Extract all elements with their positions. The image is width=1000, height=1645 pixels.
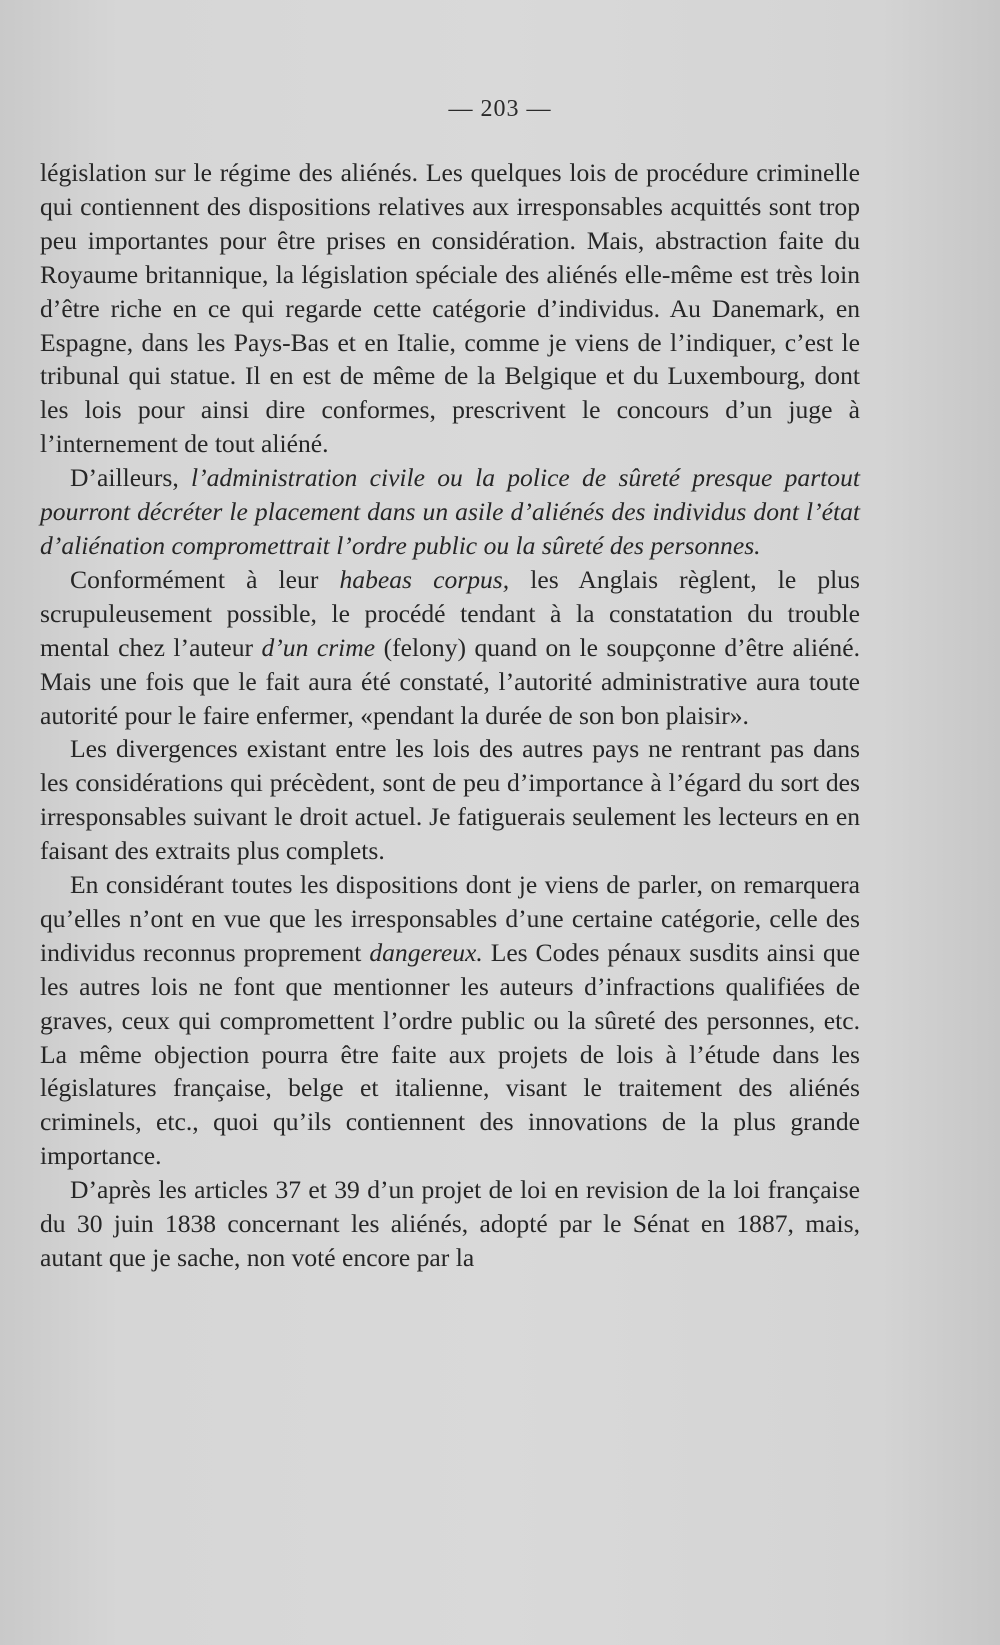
body-text xyxy=(40,156,860,1275)
text-run: les Anglais règlent, le plus scrupuleusement possible, le procédé tendant à la constatation du trouble mental chez l’auteur xyxy=(40,564,860,662)
text-run: législation sur le régime des aliénés. Les quelques lois de procédure criminelle qui contiennent des dispositions relatives aux irresponsables acquittés sont trop peu importantes pour être prises en considération. Mais, abstraction faite du Royaume britannique, la législation spéciale des aliénés elle-même est très loin d’être riche en ce qui regarde cette catégorie d’individus. Au Danemark, en Espagne, dans les Pays-Bas et en Italie, comme je viens de l’indiquer, c’est le tribunal qui statue. Il en est de même de la Belgique et du Luxembourg, dont les lois pour ainsi dire conformes, prescrivent le concours d’un juge à l’internement de tout aliéné. xyxy=(40,158,860,459)
paragraph xyxy=(40,1173,860,1275)
text-run: Conformément à leur xyxy=(70,564,340,594)
text-run: D’après les articles 37 et 39 d’un projet de loi en revision de la loi française du 30 juin 1838 concernant les aliénés, adopté par le Sénat en 1887, mais, autant que je sache, non voté encore par la xyxy=(40,1175,860,1272)
paragraph xyxy=(40,461,860,563)
text-run: D’ailleurs, xyxy=(70,463,191,493)
text-run: Les Codes pénaux susdits ainsi que les autres lois ne font que mentionner les auteurs d’infractions qualifiées de graves, ceux qui compromettent l’ordre public ou la sûreté des personnes, etc. La même objection pourra être faite aux projets de lois à l’étude dans les législatures française, belge et italienne, visant le traitement des aliénés criminels, etc., quoi qu’ils contiennent des innovations de la plus grande importance. xyxy=(40,937,860,1171)
paragraph xyxy=(40,732,860,868)
paragraph xyxy=(40,868,860,1173)
text-run: En considérant toutes les dispositions dont je viens de parler, on remarquera qu’elles n’ont en vue que les irresponsables d’une certaine catégorie, celle des individus reconnus proprement xyxy=(40,870,860,967)
page-number: — 203 — xyxy=(448,96,552,122)
text-run: (felony) quand on le soupçonne d’être aliéné. Mais une fois que le fait aura été constaté, l’autorité administrative aura toute autorité pour le faire enfermer, «pendant la durée de son bon plaisir». xyxy=(40,632,860,730)
italic-text: habeas corpus, xyxy=(339,564,510,594)
paragraph xyxy=(40,563,860,733)
italic-text: dangereux. xyxy=(369,937,483,967)
text-run: Les divergences existant entre les lois des autres pays ne rentrant pas dans les considérations qui précèdent, sont de peu d’importance à l’égard du sort des irresponsables suivant le droit actuel. Je fatiguerais seulement les lecteurs en en faisant des extraits plus complets. xyxy=(40,734,860,866)
italic-text: d’un crime xyxy=(261,632,376,662)
italic-text: l’administration civile ou la police de sûreté presque partout pourront décréter le placement dans un asile d’aliénés des individus dont l’état d’aliénation compromettrait l’ordre public ou la sûreté des personnes. xyxy=(40,463,860,560)
paragraph xyxy=(40,156,860,461)
